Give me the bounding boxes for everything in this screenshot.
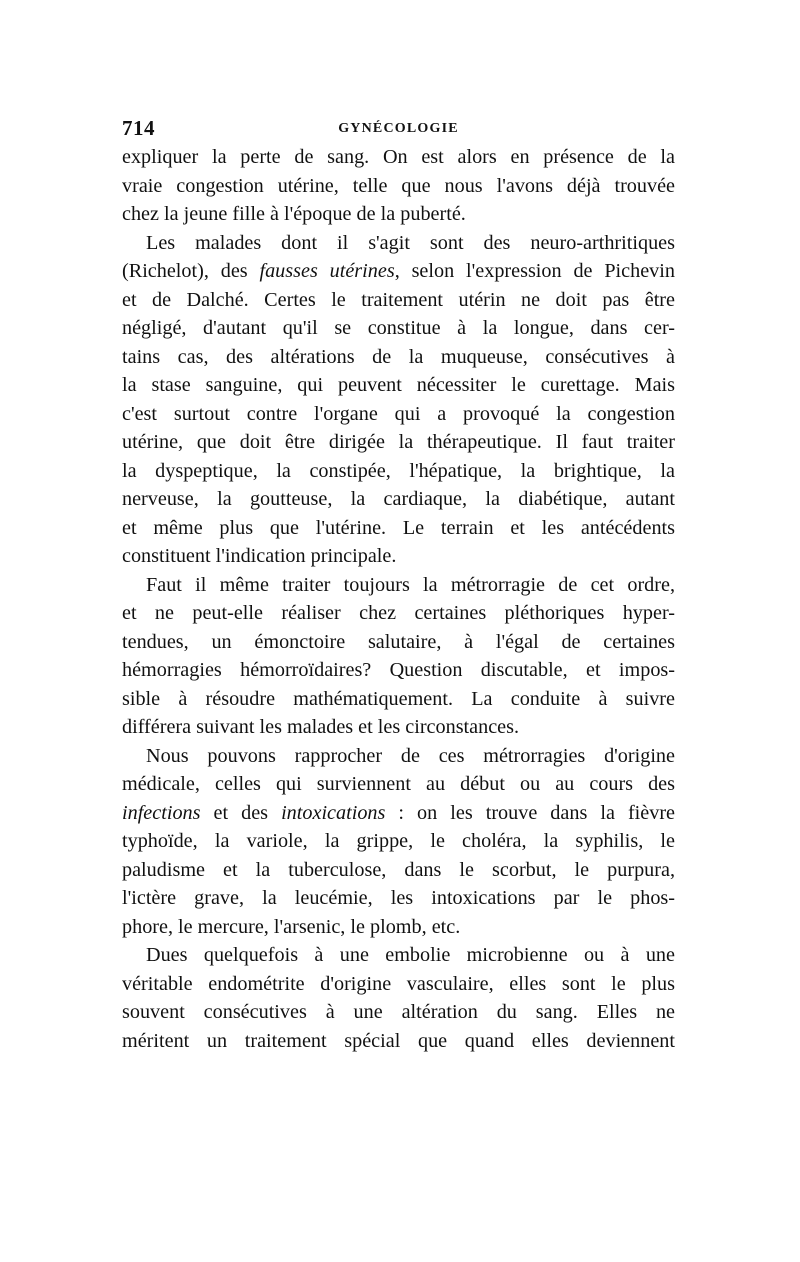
- page-number: 714: [122, 116, 155, 140]
- text-line: méritent un traitement spécial que quand elles deviennent: [122, 1029, 675, 1052]
- text-run: : on les trouve dans la fièvre: [385, 801, 676, 824]
- text-line: sible à résoudre mathématiquement. La conduite à suivre: [122, 687, 675, 710]
- paragraph-4: [122, 742, 675, 942]
- italic-term: fausses utérines: [259, 260, 395, 282]
- paragraph-5: [122, 941, 675, 1055]
- text-line: paludisme et la tuberculose, dans le scorbut, le purpura,: [122, 858, 675, 881]
- text-line: l'ictère grave, la leucémie, les intoxications par le phos-: [122, 887, 675, 909]
- book-page: [122, 112, 675, 1055]
- running-title: GYNÉCOLOGIE: [338, 121, 459, 136]
- text-run: (Richelot), des: [122, 260, 260, 282]
- text-line: hémorragies hémorroïdaires? Question discutable, et impos-: [122, 659, 675, 681]
- text-line: la stase sanguine, qui peuvent nécessiter le curettage. Mais: [122, 374, 675, 396]
- text-line: et même plus que l'utérine. Le terrain et les antécédents: [122, 516, 675, 539]
- text-line: vraie congestion utérine, telle que nous l'avons déjà trouvée: [122, 174, 675, 197]
- text-line: expliquer la perte de sang. On est alors en présence de la: [122, 146, 675, 168]
- paragraph-3: [122, 571, 675, 742]
- text-line: véritable endométrite d'origine vasculaire, elles sont le plus: [122, 972, 675, 995]
- text-line: Les malades dont il s'agit sont des neuro-arthritiques: [146, 231, 675, 254]
- text-line: la dyspeptique, la constipée, l'hépatique, la brightique, la: [122, 459, 675, 482]
- text-line: tains cas, des altérations de la muqueuse, consécutives à: [122, 345, 675, 368]
- running-head: [122, 112, 675, 142]
- text-line: chez la jeune fille à l'époque de la puberté.: [122, 203, 466, 225]
- text-line: Dues quelquefois à une embolie microbienne ou à une: [146, 944, 675, 966]
- text-line: phore, le mercure, l'arsenic, le plomb, etc.: [122, 915, 461, 938]
- text-run: , selon l'expression de Pichevin: [394, 260, 675, 282]
- text-run: et des: [200, 801, 282, 824]
- text-line: [122, 257, 675, 286]
- text-line: nerveuse, la goutteuse, la cardiaque, la diabétique, autant: [122, 488, 675, 510]
- text-line: Nous pouvons rapprocher de ces métrorragies d'origine: [146, 744, 675, 767]
- text-line: utérine, que doit être dirigée la thérapeutique. Il faut traiter: [122, 431, 675, 453]
- text-line: et de Dalché. Certes le traitement utérin ne doit pas être: [122, 288, 675, 311]
- text-line: négligé, d'autant qu'il se constitue à la longue, dans cer-: [122, 317, 675, 339]
- italic-term: infections: [122, 801, 201, 824]
- text-line: [122, 799, 675, 828]
- text-line: typhoïde, la variole, la grippe, le choléra, la syphilis, le: [122, 830, 675, 852]
- paragraph-1: [122, 143, 675, 229]
- text-line: et ne peut-elle réaliser chez certaines pléthoriques hyper-: [122, 602, 675, 624]
- text-line: Faut il même traiter toujours la métrorragie de cet ordre,: [146, 573, 675, 596]
- text-line: constituent l'indication principale.: [122, 545, 397, 567]
- text-line: souvent consécutives à une altération du sang. Elles ne: [122, 1001, 675, 1023]
- italic-term: intoxications: [281, 801, 386, 824]
- text-line: c'est surtout contre l'organe qui a provoqué la congestion: [122, 402, 675, 425]
- text-line: médicale, celles qui surviennent au début ou au cours des: [122, 773, 675, 795]
- paragraph-2: [122, 229, 675, 571]
- text-line: tendues, un émonctoire salutaire, à l'égal de certaines: [122, 630, 675, 653]
- body-text: [122, 143, 675, 1055]
- text-line: différera suivant les malades et les circonstances.: [122, 716, 520, 738]
